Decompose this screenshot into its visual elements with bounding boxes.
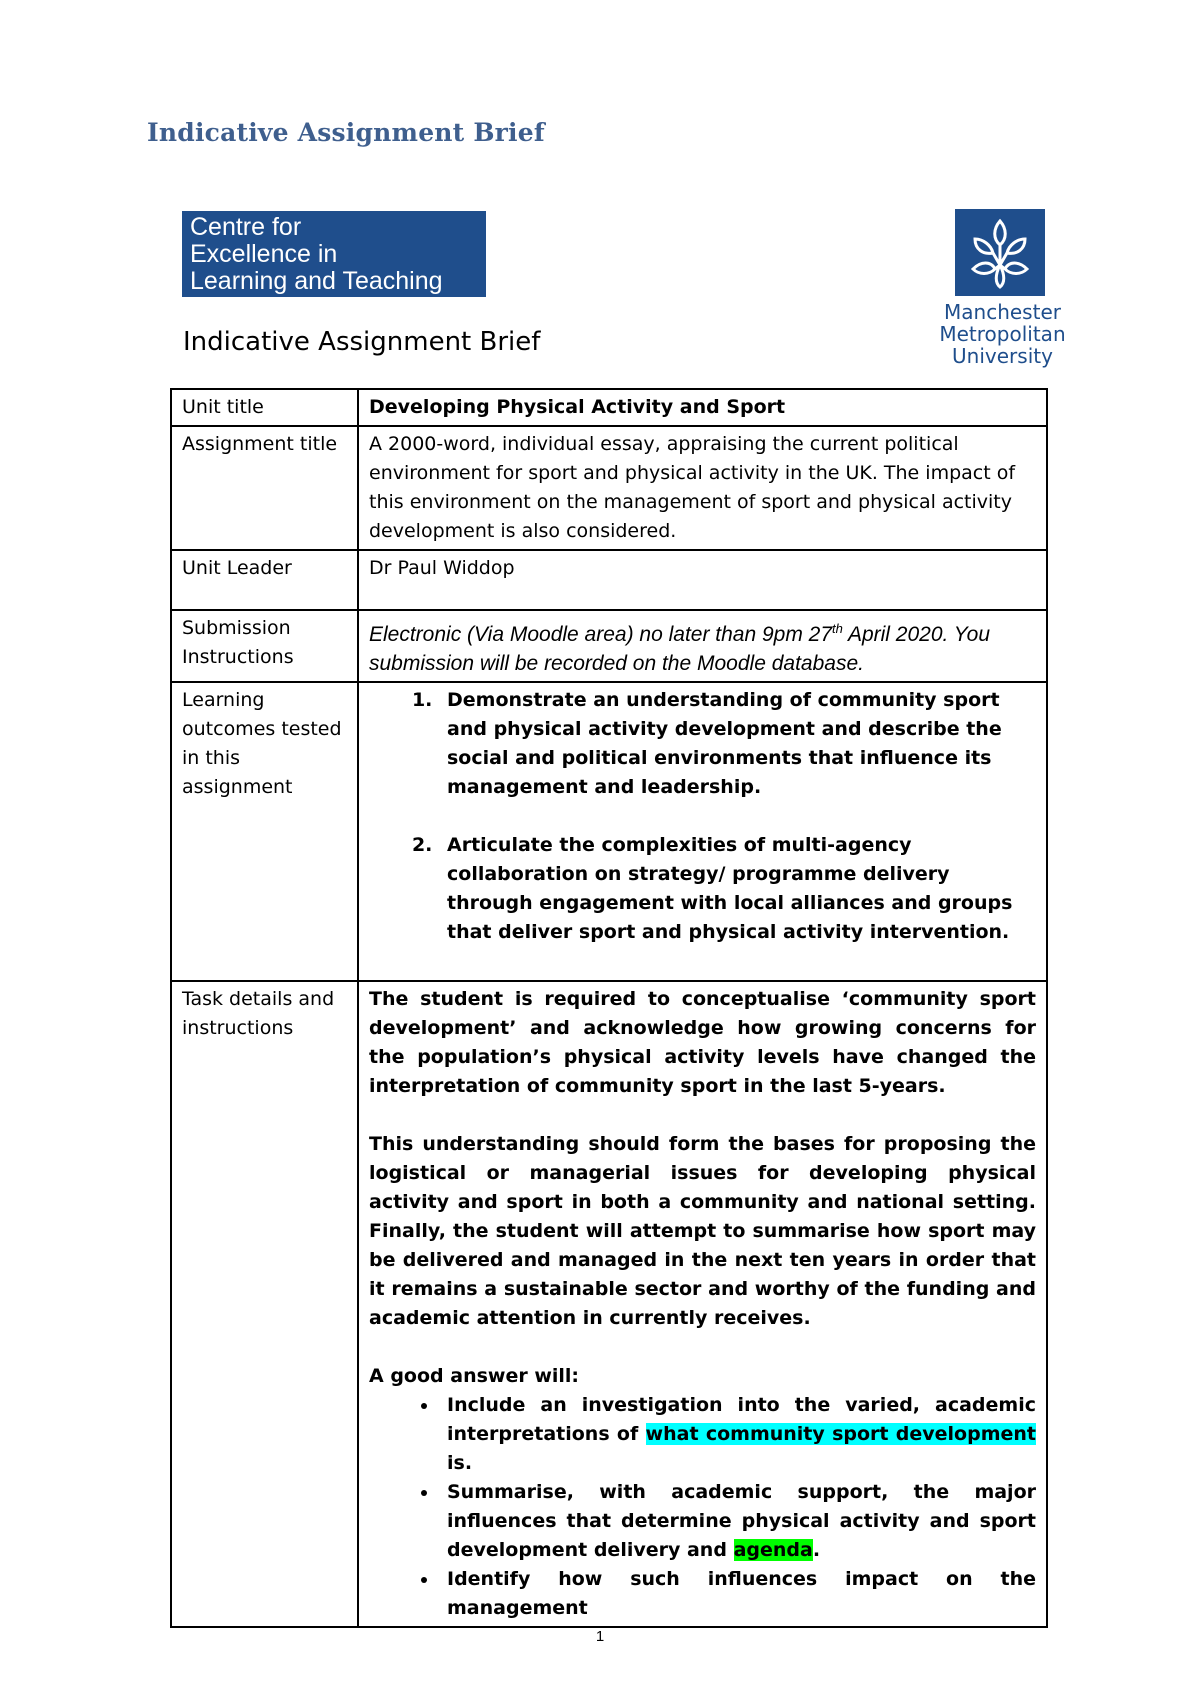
good-answer-list: [369, 1391, 1036, 1623]
brief-title: Indicative Assignment Brief: [183, 327, 541, 357]
mmu-emblem-icon: [955, 209, 1045, 296]
highlight-green: agenda: [733, 1539, 813, 1561]
learning-outcomes-label: Learning outcomes tested in this assignment: [171, 682, 358, 981]
list-item: [439, 1391, 1036, 1478]
list-item: 1. Demonstrate an understanding of community sport and physical activity development and describe the social and political environments that influence its management and leadership.: [439, 686, 1036, 802]
celt-logo-line-2: Excellence in: [190, 240, 338, 268]
bullet-2-text-b: .: [812, 1539, 821, 1561]
assignment-title-value: A 2000-word, individual essay, appraising the current political environment for sport and physical activity in the UK. The impact of this environment on the management of sport and physical activity development is also considered.: [358, 426, 1047, 550]
submission-label-line-2: Instructions: [182, 646, 294, 668]
highlight-cyan: what community sport development: [645, 1423, 1037, 1445]
page-heading: Indicative Assignment Brief: [147, 118, 545, 147]
submission-label-line-1: Submission: [182, 617, 291, 639]
table-row-unit-leader: [171, 550, 1047, 610]
unit-title-label: Unit title: [171, 389, 358, 426]
bullet-1-text-a: Include an investigation into the varied, academic interpretations of: [447, 1394, 1036, 1445]
submission-instructions: [358, 610, 1047, 682]
task-details-label: Task details and instructions: [171, 981, 358, 1627]
unit-title-value: Developing Physical Activity and Sport: [358, 389, 1047, 426]
assignment-table: [170, 388, 1048, 1628]
list-item: [439, 1478, 1036, 1565]
learning-outcomes-list: [369, 686, 1036, 947]
unit-leader-value: Dr Paul Widdop: [358, 550, 1047, 610]
submission-text-2: April 2020. You submission will be recorded on the Moodle database.: [369, 623, 991, 675]
learning-outcomes-value: [358, 682, 1047, 981]
mmu-logo-line-2: Metropolitan: [939, 322, 1066, 346]
table-row-unit-title: [171, 389, 1047, 426]
table-row-assignment-title: [171, 426, 1047, 550]
celt-logo-line-1: Centre for: [190, 213, 302, 241]
task-paragraph-2: This understanding should form the bases for proposing the logistical or managerial issues for developing physical activity and sport in both a community and national setting. Finally, the student will attempt to summarise how sport may be delivered and managed in the next ten years in order that it remains a sustainable sector and worthy of the funding and academic attention in currently receives.: [369, 1133, 1036, 1329]
submission-sup: th: [832, 621, 843, 636]
page-number: 1: [595, 1628, 605, 1645]
submission-text-1: Electronic (Via Moodle area) no later than 9pm 27: [369, 623, 833, 646]
mmu-logo-line-3: University: [952, 344, 1053, 368]
table-row-task-details: [171, 981, 1047, 1627]
celt-logo: [182, 211, 486, 297]
task-paragraph-1: The student is required to conceptualise ‘community sport development’ and acknowledge how growing concerns for the population’s physical activity levels have changed the interpretation of community sport in the last 5-years.: [369, 988, 1036, 1097]
table-row-learning-outcomes: [171, 682, 1047, 981]
bullet-2-text-a: Summarise, with academic support, the major influences that determine physical activity and sport development delivery and: [447, 1481, 1036, 1561]
list-item: • Identify how such influences impact on the management: [439, 1565, 1036, 1623]
mmu-logo-line-1: Manchester: [944, 300, 1061, 324]
list-item: 2. Articulate the complexities of multi-agency collaboration on strategy/ programme delivery through engagement with local alliances and groups that deliver sport and physical activity intervention.: [439, 831, 1036, 947]
bullet-1-text-b: is.: [447, 1452, 473, 1474]
unit-leader-label: Unit Leader: [171, 550, 358, 610]
task-details-value: [358, 981, 1047, 1627]
table-row-submission: [171, 610, 1047, 682]
assignment-title-label: Assignment title: [171, 426, 358, 550]
good-answer-heading: A good answer will:: [369, 1365, 580, 1387]
celt-logo-line-3: Learning and Teaching: [190, 267, 443, 295]
submission-label: [171, 610, 358, 682]
